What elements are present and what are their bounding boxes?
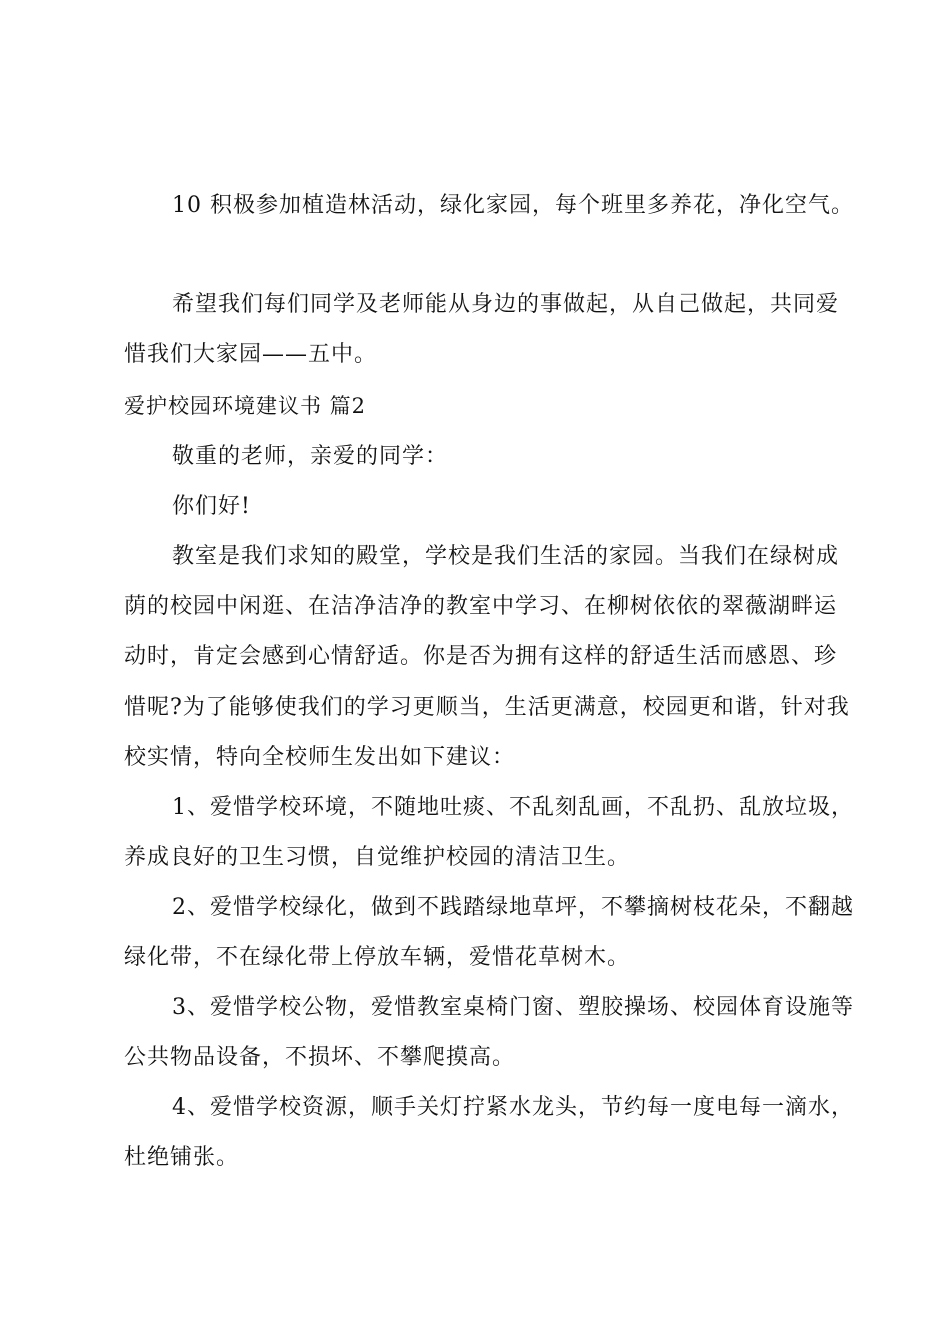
intro-line-4: 惜呢?为了能够使我们的学习更顺当，生活更满意，校园更和谐，针对我: [124, 695, 850, 720]
intro-line-3: 动时，肯定会感到心情舒适。你是否为拥有这样的舒适生活而感恩、珍: [124, 644, 838, 669]
item-2-line-2: 绿化带，不在绿化带上停放车辆，爱惜花草树木。: [124, 945, 631, 970]
intro-line-2: 荫的校园中闲逛、在洁净洁净的教室中学习、在柳树依依的翠薇湖畔运: [124, 594, 838, 619]
intro-line-1: 教室是我们求知的殿堂，学校是我们生活的家园。当我们在绿树成: [172, 544, 840, 569]
paragraph-item-10: 10 积极参加植造林活动，绿化家园，每个班里多养花，净化空气。: [172, 193, 854, 218]
item-4-line-2: 杜绝铺张。: [124, 1145, 240, 1170]
section-title: 爱护校园环境建议书 篇2: [124, 394, 367, 418]
greeting: 你们好!: [172, 494, 251, 519]
item-3-line-1: 3、爱惜学校公物，爱惜教室桌椅门窗、塑胶操场、校园体育设施等: [172, 995, 854, 1020]
item-4-line-1: 4、爱惜学校资源，顺手关灯拧紧水龙头，节约每一度电每一滴水，: [172, 1095, 854, 1120]
item-1-line-2: 养成良好的卫生习惯，自觉维护校园的清洁卫生。: [124, 845, 631, 870]
closing-paragraph-line-2: 惜我们大家园——五中。: [124, 342, 378, 367]
item-3-line-2: 公共物品设备，不损坏、不攀爬摸高。: [124, 1045, 516, 1070]
item-2-line-1: 2、爱惜学校绿化，做到不践踏绿地草坪，不攀摘树枝花朵，不翻越: [172, 895, 854, 920]
intro-line-5: 校实情，特向全校师生发出如下建议：: [124, 745, 516, 770]
closing-paragraph-line-1: 希望我们每们同学及老师能从身边的事做起，从自己做起，共同爱: [172, 292, 840, 317]
item-1-line-1: 1、爱惜学校环境，不随地吐痰、不乱刻乱画，不乱扔、乱放垃圾，: [172, 795, 854, 820]
salutation: 敬重的老师，亲爱的同学：: [172, 444, 449, 469]
